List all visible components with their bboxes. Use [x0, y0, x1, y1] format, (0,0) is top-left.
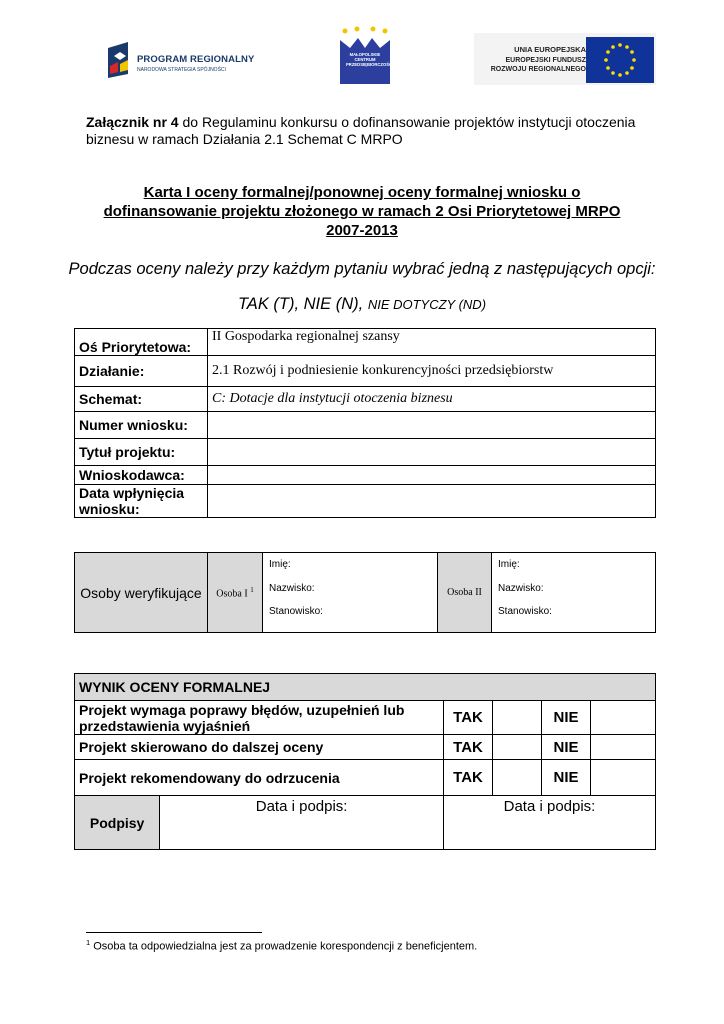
- footnote: [86, 938, 477, 953]
- person2-position-field[interactable]: Stanowisko:: [498, 606, 552, 617]
- table-row: [75, 760, 656, 796]
- tak-label: TAK: [444, 760, 493, 796]
- nie-label: NIE: [542, 701, 591, 735]
- person2-fields[interactable]: [492, 553, 656, 633]
- formal-result-table: [74, 673, 656, 850]
- footnote-ref: 1: [250, 585, 254, 594]
- tak-checkbox[interactable]: [493, 701, 542, 735]
- applicant-label: Wnioskodawca:: [75, 466, 208, 485]
- eu-logo-line1: UNIA EUROPEJSKA: [514, 45, 586, 54]
- priority-axis-label: Oś Priorytetowa:: [75, 329, 208, 356]
- eu-logo-line3: ROZWOJU REGIONALNEGO: [490, 66, 586, 73]
- program-regionalny-emblem-icon: [106, 40, 134, 80]
- scheme-value[interactable]: C: Dotacje dla instytucji otoczenia biznesu: [208, 387, 656, 412]
- table-row: [75, 796, 656, 850]
- options-main: TAK (T), NIE (N),: [237, 295, 368, 313]
- eu-flag-icon: [586, 37, 654, 83]
- action-value[interactable]: 2.1 Rozwój i podniesienie konkurencyjności przedsiębiorstw: [208, 356, 656, 387]
- intro-rest: do Regulaminu konkursu o dofinansowanie projektów instytucji otoczenia biznesu w ramach Działania 2.1 Schemat C MRPO: [86, 114, 636, 147]
- result-row-label: Projekt wymaga poprawy błędów, uzupełnień lub przedstawienia wyjaśnień: [75, 701, 444, 735]
- options-nd: NIE DOTYCZY (ND): [367, 297, 487, 312]
- signatures-label: Podpisy: [75, 796, 160, 850]
- table-row: [75, 466, 656, 485]
- eu-logo-line2: EUROPEJSKI FUNDUSZ: [505, 57, 586, 64]
- scheme-label: Schemat:: [75, 387, 208, 412]
- person1-fields[interactable]: [263, 553, 438, 633]
- applicant-field[interactable]: [208, 466, 656, 485]
- person1-label: [208, 553, 263, 633]
- project-title-field[interactable]: [208, 439, 656, 466]
- person2-label: Osoba II: [438, 553, 492, 633]
- table-row: [75, 356, 656, 387]
- nie-checkbox[interactable]: [591, 760, 656, 796]
- eu-logo-fund: [480, 56, 586, 74]
- person2-name-field[interactable]: Imię:: [498, 559, 520, 570]
- signature-field-1[interactable]: Data i podpis:: [160, 796, 444, 850]
- priority-axis-value[interactable]: II Gospodarka regionalnej szansy: [208, 329, 656, 356]
- receipt-date-label: Data wpłynięcia wniosku:: [75, 485, 208, 518]
- table-row: [75, 439, 656, 466]
- person1-text: Osoba I: [216, 588, 248, 600]
- attachment-number: Załącznik nr 4: [86, 114, 179, 130]
- nie-label: NIE: [542, 735, 591, 760]
- table-row: [75, 485, 656, 518]
- tak-checkbox[interactable]: [493, 760, 542, 796]
- receipt-date-field[interactable]: [208, 485, 656, 518]
- nie-checkbox[interactable]: [591, 701, 656, 735]
- program-regionalny-text: PROGRAM REGIONALNY: [137, 54, 255, 65]
- table-row: [75, 735, 656, 760]
- table-row: [75, 387, 656, 412]
- project-info-table: [74, 328, 656, 518]
- eu-logo: [474, 33, 656, 85]
- answer-options: [60, 295, 664, 314]
- tak-label: TAK: [444, 701, 493, 735]
- mcp-logo-text: MAŁOPOLSKIE CENTRUM PRZEDSIĘBIORCZOŚCI: [346, 52, 394, 67]
- nie-checkbox[interactable]: [591, 735, 656, 760]
- result-heading: WYNIK OCENY FORMALNEJ: [75, 674, 656, 701]
- person1-name-field[interactable]: Imię:: [269, 559, 291, 570]
- program-regionalny-subtext: NARODOWA STRATEGIA SPÓJNOŚCI: [137, 67, 226, 73]
- document-title: Karta I oceny formalnej/ponownej oceny formalnej wniosku o dofinansowanie projektu złożonego w ramach 2 Osi Priorytetowej MRPO 2007-2013: [103, 184, 621, 239]
- nie-label: NIE: [542, 760, 591, 796]
- person1-surname-field[interactable]: Nazwisko:: [269, 582, 315, 594]
- program-regionalny-logo: [106, 40, 256, 80]
- tak-checkbox[interactable]: [493, 735, 542, 760]
- signature-field-2[interactable]: Data i podpis:: [444, 796, 656, 850]
- verifiers-table: [74, 552, 656, 633]
- person2-surname-field[interactable]: Nazwisko:: [498, 582, 544, 594]
- table-row: [75, 553, 656, 633]
- table-row: [75, 412, 656, 439]
- application-number-label: Numer wniosku:: [75, 412, 208, 439]
- person1-position-field[interactable]: Stanowisko:: [269, 606, 323, 617]
- verifiers-label: Osoby weryfikujące: [75, 553, 208, 633]
- action-label: Działanie:: [75, 356, 208, 387]
- footnote-number: 1: [86, 938, 91, 947]
- result-row-label: Projekt rekomendowany do odrzucenia: [75, 760, 444, 796]
- instruction-text: Podczas oceny należy przy każdym pytaniu wybrać jedną z następujących opcji:: [68, 260, 656, 278]
- tak-label: TAK: [444, 735, 493, 760]
- table-row: [75, 701, 656, 735]
- mcp-logo: [336, 26, 394, 88]
- project-title-label: Tytuł projektu:: [75, 439, 208, 466]
- intro-text: [86, 114, 646, 148]
- application-number-field[interactable]: [208, 412, 656, 439]
- footnote-text: Osoba ta odpowiedzialna jest za prowadzenie korespondencji z beneficjentem.: [90, 940, 478, 953]
- table-row: [75, 329, 656, 356]
- result-row-label: Projekt skierowano do dalszej oceny: [75, 735, 444, 760]
- table-row: [75, 674, 656, 701]
- footnote-divider: [86, 932, 262, 933]
